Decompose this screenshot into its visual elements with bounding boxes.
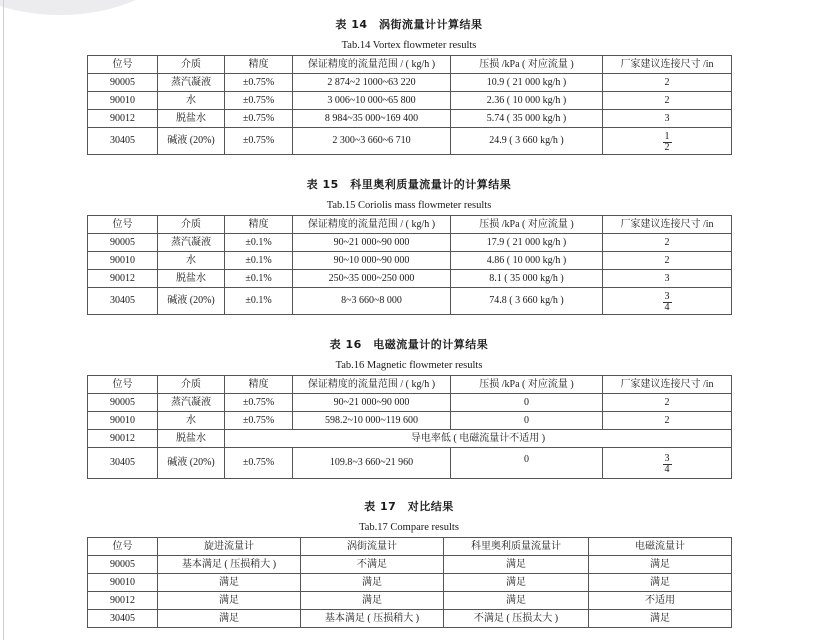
header-medium: 介质 — [158, 376, 225, 394]
table-header-row — [88, 538, 732, 556]
cell-vortex-precession: 满足 — [158, 610, 301, 628]
header-vortex-shedding: 涡街流量计 — [301, 538, 444, 556]
cell-accuracy: ±0.75% — [225, 110, 293, 128]
cell-tag: 90005 — [88, 394, 158, 412]
table-17-compare — [87, 537, 732, 628]
cell-not-applicable-note: 导电率低 ( 电磁流量计不适用 ) — [225, 430, 732, 448]
cell-pressure-loss: 5.74 ( 35 000 kg/h ) — [451, 110, 603, 128]
cell-pressure-loss: 24.9 ( 3 660 kg/h ) — [451, 128, 603, 155]
table-16-title-en: Tab.16 Magnetic flowmeter results — [335, 360, 483, 371]
cell-vortex-shedding: 基本满足 ( 压损稍大 ) — [301, 610, 444, 628]
cell-tag: 90010 — [88, 412, 158, 430]
header-connection-size: 厂家建议连接尺寸 /in — [603, 376, 732, 394]
cell-tag: 30405 — [88, 288, 158, 315]
fraction — [663, 454, 672, 475]
fraction — [663, 292, 672, 313]
cell-tag: 90010 — [88, 574, 158, 592]
fraction-numerator: 1 — [664, 131, 670, 142]
cell-pressure-loss: 17.9 ( 21 000 kg/h ) — [451, 234, 603, 252]
table-16-block — [87, 337, 731, 479]
cell-magnetic: 满足 — [589, 574, 732, 592]
cell-flow-range: 3 006~10 000~65 800 — [293, 92, 451, 110]
table-row — [88, 556, 732, 574]
cell-tag: 90010 — [88, 252, 158, 270]
cell-coriolis: 满足 — [444, 574, 589, 592]
table-row — [88, 74, 732, 92]
table-17-block — [87, 499, 731, 628]
header-tag: 位号 — [88, 56, 158, 74]
cell-pressure-loss: 0 — [451, 412, 603, 430]
table-row — [88, 610, 732, 628]
cell-flow-range: 8 984~35 000~169 400 — [293, 110, 451, 128]
table-row — [88, 574, 732, 592]
table-14-title-cn: 表 14 涡街流量计计算结果 — [335, 18, 483, 31]
cell-accuracy: ±0.1% — [225, 234, 293, 252]
table-16-title-cn: 表 16 电磁流量计的计算结果 — [329, 338, 489, 351]
header-tag: 位号 — [88, 538, 158, 556]
cell-tag: 90012 — [88, 270, 158, 288]
table-row — [88, 92, 732, 110]
cell-connection-size: 2 — [603, 92, 732, 110]
fraction-denominator: 2 — [664, 142, 670, 153]
cell-accuracy: ±0.75% — [225, 412, 293, 430]
table-row — [88, 128, 732, 155]
cell-accuracy: ±0.1% — [225, 288, 293, 315]
cell-vortex-shedding: 满足 — [301, 574, 444, 592]
cell-tag: 30405 — [88, 128, 158, 155]
table-row — [88, 394, 732, 412]
cell-medium: 碱液 (20%) — [158, 448, 225, 479]
cell-coriolis: 满足 — [444, 556, 589, 574]
cell-flow-range: 8~3 660~8 000 — [293, 288, 451, 315]
table-15-title-cn: 表 15 科里奥利质量流量计的计算结果 — [306, 178, 512, 191]
cell-pressure-loss: 0 — [451, 394, 603, 412]
header-vortex-precession: 旋进流量计 — [158, 538, 301, 556]
cell-connection-size — [603, 128, 732, 155]
header-pressure-loss: 压损 /kPa ( 对应流量 ) — [451, 216, 603, 234]
cell-flow-range: 598.2~10 000~119 600 — [293, 412, 451, 430]
table-14-vortex — [87, 55, 732, 155]
header-magnetic: 电磁流量计 — [589, 538, 732, 556]
fraction-numerator: 3 — [664, 291, 670, 302]
cell-connection-size: 3 — [603, 110, 732, 128]
header-tag: 位号 — [88, 376, 158, 394]
table-row — [88, 270, 732, 288]
cell-medium: 蒸汽凝液 — [158, 234, 225, 252]
cell-tag: 90005 — [88, 234, 158, 252]
table-row — [88, 448, 732, 479]
cell-coriolis: 满足 — [444, 592, 589, 610]
cell-connection-size: 2 — [603, 74, 732, 92]
cell-pressure-loss: 0 — [451, 448, 603, 479]
header-accuracy: 精度 — [225, 56, 293, 74]
table-row — [88, 412, 732, 430]
table-14-block — [87, 17, 731, 155]
cell-tag: 90010 — [88, 92, 158, 110]
table-17-title-cn: 表 17 对比结果 — [364, 500, 454, 513]
cell-connection-size — [603, 448, 732, 479]
cell-coriolis: 不满足 ( 压损太大 ) — [444, 610, 589, 628]
table-16-magnetic — [87, 375, 732, 479]
table-row — [88, 252, 732, 270]
cell-vortex-shedding: 满足 — [301, 592, 444, 610]
cell-flow-range: 109.8~3 660~21 960 — [293, 448, 451, 479]
cell-connection-size: 3 — [603, 270, 732, 288]
cell-accuracy: ±0.75% — [225, 394, 293, 412]
table-14-title-en: Tab.14 Vortex flowmeter results — [341, 40, 477, 51]
header-tag: 位号 — [88, 216, 158, 234]
cell-medium: 碱液 (20%) — [158, 128, 225, 155]
header-flow-range: 保证精度的流量范围 / ( kg/h ) — [293, 216, 451, 234]
cell-connection-size: 2 — [603, 252, 732, 270]
header-accuracy: 精度 — [225, 216, 293, 234]
cell-accuracy: ±0.75% — [225, 448, 293, 479]
cell-magnetic: 不适用 — [589, 592, 732, 610]
fraction-denominator: 4 — [664, 302, 670, 313]
cell-tag: 30405 — [88, 448, 158, 479]
cell-accuracy: ±0.75% — [225, 128, 293, 155]
cell-tag: 90005 — [88, 74, 158, 92]
cell-pressure-loss: 4.86 ( 10 000 kg/h ) — [451, 252, 603, 270]
header-connection-size: 厂家建议连接尺寸 /in — [603, 216, 732, 234]
table-row — [88, 110, 732, 128]
cell-accuracy: ±0.75% — [225, 92, 293, 110]
table-header-row — [88, 56, 732, 74]
cell-vortex-shedding: 不满足 — [301, 556, 444, 574]
fraction — [663, 132, 672, 153]
fraction-denominator: 4 — [664, 464, 670, 475]
header-medium: 介质 — [158, 56, 225, 74]
cell-medium: 脱盐水 — [158, 270, 225, 288]
cell-tag: 90005 — [88, 556, 158, 574]
cell-medium: 脱盐水 — [158, 110, 225, 128]
cell-medium: 蒸汽凝液 — [158, 394, 225, 412]
cell-vortex-precession: 基本满足 ( 压损稍大 ) — [158, 556, 301, 574]
cell-accuracy: ±0.1% — [225, 270, 293, 288]
header-connection-size: 厂家建议连接尺寸 /in — [603, 56, 732, 74]
cell-vortex-precession: 满足 — [158, 592, 301, 610]
page-edge-rule — [3, 0, 4, 640]
cell-pressure-loss: 8.1 ( 35 000 kg/h ) — [451, 270, 603, 288]
cell-flow-range: 90~10 000~90 000 — [293, 252, 451, 270]
cell-pressure-loss: 10.9 ( 21 000 kg/h ) — [451, 74, 603, 92]
cell-medium: 水 — [158, 92, 225, 110]
header-pressure-loss: 压损 /kPa ( 对应流量 ) — [451, 56, 603, 74]
table-15-block — [87, 177, 731, 315]
cell-medium: 碱液 (20%) — [158, 288, 225, 315]
table-row — [88, 430, 732, 448]
cell-medium: 水 — [158, 252, 225, 270]
header-coriolis: 科里奥利质量流量计 — [444, 538, 589, 556]
cell-tag: 30405 — [88, 610, 158, 628]
header-flow-range: 保证精度的流量范围 / ( kg/h ) — [293, 376, 451, 394]
cell-flow-range: 250~35 000~250 000 — [293, 270, 451, 288]
cell-connection-size: 2 — [603, 412, 732, 430]
cell-pressure-loss: 2.36 ( 10 000 kg/h ) — [451, 92, 603, 110]
table-15-coriolis — [87, 215, 732, 315]
header-pressure-loss: 压损 /kPa ( 对应流量 ) — [451, 376, 603, 394]
table-row — [88, 288, 732, 315]
page-corner-decoration — [0, 0, 180, 15]
cell-flow-range: 90~21 000~90 000 — [293, 394, 451, 412]
cell-flow-range: 2 874~2 1000~63 220 — [293, 74, 451, 92]
table-header-row — [88, 216, 732, 234]
cell-vortex-precession: 满足 — [158, 574, 301, 592]
header-accuracy: 精度 — [225, 376, 293, 394]
cell-flow-range: 90~21 000~90 000 — [293, 234, 451, 252]
cell-medium: 脱盐水 — [158, 430, 225, 448]
header-flow-range: 保证精度的流量范围 / ( kg/h ) — [293, 56, 451, 74]
cell-connection-size: 2 — [603, 394, 732, 412]
table-15-title-en: Tab.15 Coriolis mass flowmeter results — [326, 200, 492, 211]
cell-pressure-loss: 74.8 ( 3 660 kg/h ) — [451, 288, 603, 315]
cell-medium: 水 — [158, 412, 225, 430]
table-row — [88, 592, 732, 610]
cell-connection-size: 2 — [603, 234, 732, 252]
cell-connection-size — [603, 288, 732, 315]
fraction-numerator: 3 — [664, 453, 670, 464]
cell-accuracy: ±0.1% — [225, 252, 293, 270]
cell-magnetic: 满足 — [589, 556, 732, 574]
table-17-title-en: Tab.17 Compare results — [359, 522, 459, 533]
cell-flow-range: 2 300~3 660~6 710 — [293, 128, 451, 155]
table-header-row — [88, 376, 732, 394]
cell-medium: 蒸汽凝液 — [158, 74, 225, 92]
cell-tag: 90012 — [88, 430, 158, 448]
cell-tag: 90012 — [88, 592, 158, 610]
cell-magnetic: 满足 — [589, 610, 732, 628]
cell-accuracy: ±0.75% — [225, 74, 293, 92]
header-medium: 介质 — [158, 216, 225, 234]
table-row — [88, 234, 732, 252]
cell-tag: 90012 — [88, 110, 158, 128]
